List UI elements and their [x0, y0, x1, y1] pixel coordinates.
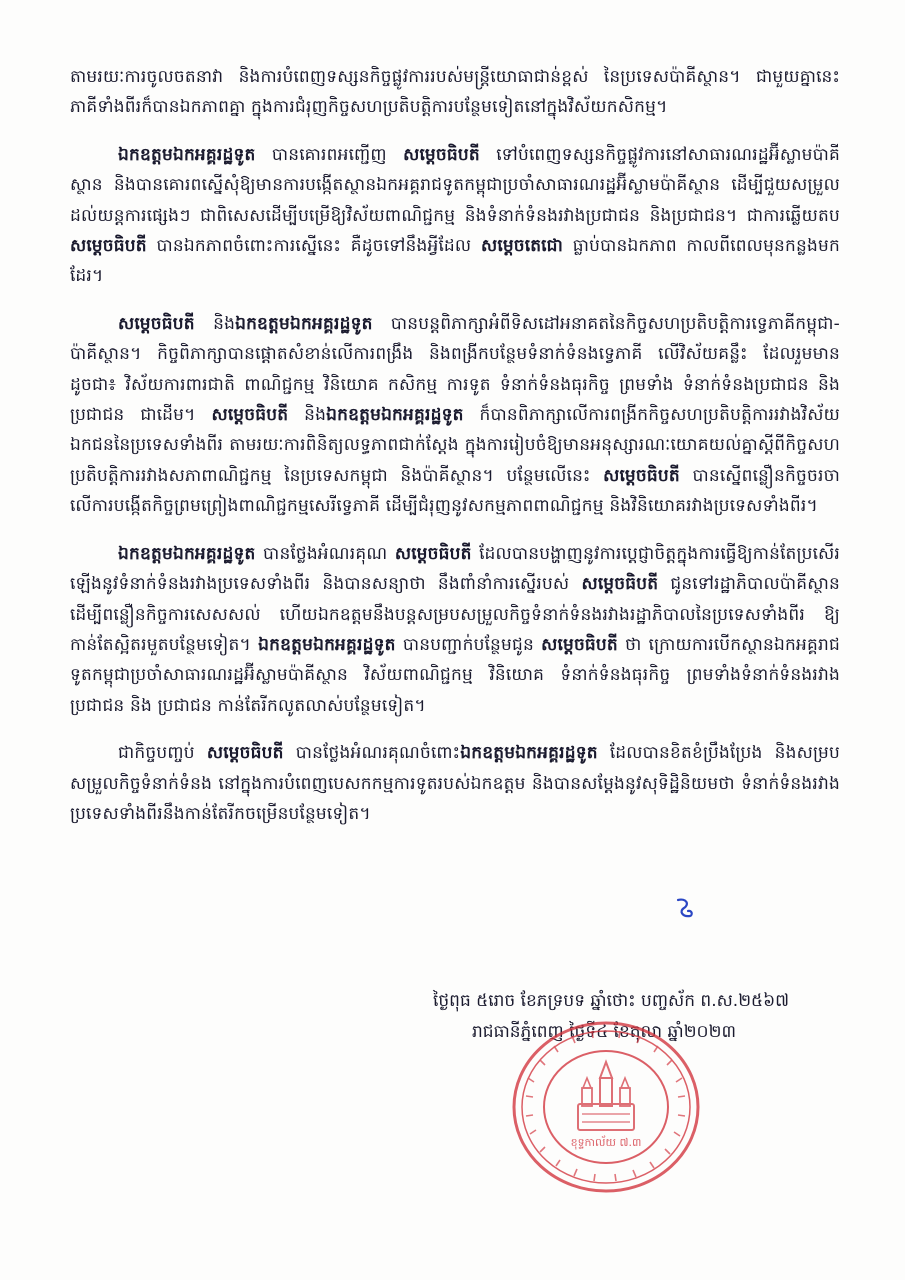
- paragraph-text: ជាកិច្ចបញ្ចប់: [118, 743, 207, 764]
- bold-name-text: សម្តេចធិបតី: [70, 236, 147, 257]
- bold-name-text: សម្តេចធិបតី: [603, 465, 680, 486]
- paragraph-text: ថា ក្រោយការបើកស្ថានឯកអគ្គរាជទូតកម្ពុជាប្រចាំសាធារណរដ្ឋអ៊ីស្លាមប៉ាគីស្ថាន វិស័យពាណិជ្ជកម្ម វិនិយោគ ទំនាក់ទំនងធុរកិច្ច ព្រមទាំងទំនាក់ទំនងរវាងប្រជាជន និង ប្រជាជន កាន់តែរីកលូតលាស់បន្ថែមទៀត។: [70, 634, 840, 716]
- body-paragraph: [70, 309, 840, 522]
- body-paragraph: [70, 738, 840, 829]
- paragraph-text: ដែលបានបង្ហាញនូវការប្តេជ្ញាចិត្តក្នុងការធ្វើឱ្យកាន់តែប្រសើរឡើងនូវទំនាក់ទំនងរវាងប្រទេសទាំងពីរ និងបានសន្យាថា នឹងពាំនាំការស្នើរបស់: [70, 543, 840, 595]
- bold-name-text: ឯកឧត្តមឯកអគ្គរដ្ឋទូត: [460, 743, 598, 764]
- body-paragraph: [70, 539, 840, 721]
- paragraph-text: ដែលបានខិតខំប្រឹងប្រែង និងសម្របសម្រួលកិច្ចទំនាក់ទំនង នៅក្នុងការបំពេញបេសកកម្មការទូតរបស់ឯកឧត្តម និងបានសម្តែងនូវសុទិដ្ឋិនិយមថា ទំនាក់ទំនងរវាងប្រទេសទាំងពីរនឹងកាន់តែរីកចម្រើនបន្ថែមទៀត។: [70, 743, 841, 824]
- paragraph-text: បានគោរពអញ្ជើញ: [255, 144, 404, 165]
- paragraph-text: និង: [194, 313, 236, 334]
- bold-name-text: ឯកឧត្តមឯកអគ្គរដ្ឋទូត: [118, 144, 256, 165]
- paragraph-text: បានបន្តពិភាក្សាអំពីទិសដៅអនាគតនៃកិច្ចសហប្រតិបត្តិការទ្វេភាគីកម្ពុជា-ប៉ាគីស្ថាន។ កិច្ចពិភាក្សាបានផ្តោតសំខាន់លើការពង្រឹង និងពង្រីកបន្ថែមទំនាក់ទំនងទ្វេភាគី លើវិស័យគន្លឹះ ដែលរួមមាន ដូចជា៖ វិស័យការពារជាតិ ពាណិជ្ជកម្ម វិនិយោគ កសិកម្ម ការទូត ទំនាក់ទំនងធុរកិច្ច ព្រមទាំង ទំនាក់ទំនងប្រជាជន និងប្រជាជន ជាដើម។: [70, 313, 840, 426]
- bold-name-text: សម្តេចធិបតី: [206, 743, 284, 764]
- bold-name-text: សម្តេចធិបតី: [118, 313, 195, 334]
- bold-name-text: ឯកឧត្តមឯកអគ្គរដ្ឋទូត: [258, 634, 396, 655]
- bold-name-text: សម្តេចធិបតី: [394, 543, 472, 564]
- body-paragraph: [70, 62, 840, 123]
- paragraph-text: បានឯកភាពចំពោះការស្នើនេះ គឺដូចទៅនឹងអ្វីដែល: [146, 236, 482, 257]
- place-date-line: រាជធានីភ្នំពេញ ថ្ងៃទី៤ ខែតុលា ឆ្នាំ២០២៣: [472, 1022, 736, 1042]
- bold-name-text: សម្តេចធិបតី: [581, 574, 659, 595]
- paragraph-text: តាមរយៈការចូលចតនាវា និងការបំពេញទស្សនកិច្ចផ្លូវការរបស់មន្ត្រីយោធាជាន់ខ្ពស់ នៃប្រទេសប៉ាគីស្ថាន។ ជាមួយគ្នានេះ ភាគីទាំងពីរក៏បានឯកភាពគ្នា ក្នុងការជំរុញកិច្ចសហប្រតិបត្តិការបន្ថែមទៀតនៅក្នុងវិស័យកសិកម្ម។: [70, 67, 840, 118]
- bold-name-text: ឯកឧត្តមឯកអគ្គរដ្ឋទូត: [326, 405, 464, 426]
- initial-signature-mark: [674, 896, 696, 920]
- paragraph-text: បានថ្លែងអំណរគុណចំពោះ: [283, 743, 461, 764]
- paragraph-text: ធ្លាប់បានឯកភាព កាលពីពេលមុនកន្លងមកដែរ។: [70, 236, 841, 287]
- paragraph-text: ក៏បានពិភាក្សាលើការពង្រីកកិច្ចសហប្រតិបត្តិការរវាងវិស័យឯកជននៃប្រទេសទាំងពីរ តាមរយៈការពិនិត្យលទ្ធភាពជាក់ស្តែង ក្នុងការរៀបចំឱ្យមានអនុស្សារណៈយោគយល់គ្នាស្តីពីកិច្ចសហប្រតិបត្តិការរវាងសភាពាណិជ្ជកម្ម នៃប្រទេសកម្ពុជា និងប៉ាគីស្ថាន។ បន្ថែមលើនេះ: [70, 405, 840, 486]
- official-seal-stamp: [508, 1018, 704, 1196]
- paragraph-text: បានបញ្ជាក់បន្ថែមជូន: [395, 634, 542, 655]
- body-paragraph: [70, 140, 840, 292]
- paragraph-text: បានថ្លែងអំណរគុណ: [255, 543, 395, 564]
- seal-caption: ខុទ្ទកាល័យ ៧.៣: [570, 1136, 642, 1149]
- bold-name-text: ឯកឧត្តមឯកអគ្គរដ្ឋទូត: [235, 313, 373, 334]
- lunar-date-line: ថ្ងៃពុធ ៥រោច ខែភទ្របទ ឆ្នាំថោះ បញ្ចស័ក ព.ស.២៥៦៧: [433, 991, 790, 1011]
- document-body: [70, 62, 840, 846]
- bold-name-text: ឯកឧត្តមឯកអគ្គរដ្ឋទូត: [118, 543, 256, 564]
- paragraph-text: ទៅបំពេញទស្សនកិច្ចផ្លូវការនៅសាធារណរដ្ឋអ៊ីស្លាមប៉ាគីស្ថាន និងបានគោរពស្នើសុំឱ្យមានការបង្កើតស្ថានឯកអគ្គរាជទូតកម្ពុជាប្រចាំសាធារណរដ្ឋអ៊ីស្លាមប៉ាគីស្ថាន ដើម្បីជួយសម្រួលដល់យន្តការផ្សេងៗ ជាពិសេសដើម្បីបម្រើឱ្យវិស័យពាណិជ្ជកម្ម និងទំនាក់ទំនងរវាងប្រជាជន និងប្រជាជន។ ជាការឆ្លើយតប: [70, 144, 840, 226]
- paragraph-text: ជូនទៅរដ្ឋាភិបាលប៉ាគីស្ថាន ដើម្បីពន្លឿនកិច្ចការសេសសល់ ហើយឯកឧត្តមនឹងបន្តសម្របសម្រួលកិច្ចទំនាក់ទំនងរវាងរដ្ឋាភិបាលនៃប្រទេសទាំងពីរ ឱ្យកាន់តែស្អិតរមួតបន្ថែមទៀត។: [70, 574, 840, 655]
- paragraph-text: បានស្នើពន្លឿនកិច្ចចរចាលើការបង្កើតកិច្ចព្រមព្រៀងពាណិជ្ជកម្មសេរីទ្វេភាគី ដើម្បីជំរុញនូវសកម្មភាពពាណិជ្ជកម្ម និងវិនិយោគរវាងប្រទេសទាំងពីរ។: [70, 465, 841, 517]
- bold-name-text: សម្តេចតេជោ: [481, 236, 563, 257]
- paragraph-text: និង: [288, 405, 327, 426]
- bold-name-text: សម្តេចធិបតី: [403, 144, 480, 165]
- bold-name-text: សម្តេចធិបតី: [211, 405, 289, 426]
- bold-name-text: សម្តេចធិបតី: [541, 634, 618, 655]
